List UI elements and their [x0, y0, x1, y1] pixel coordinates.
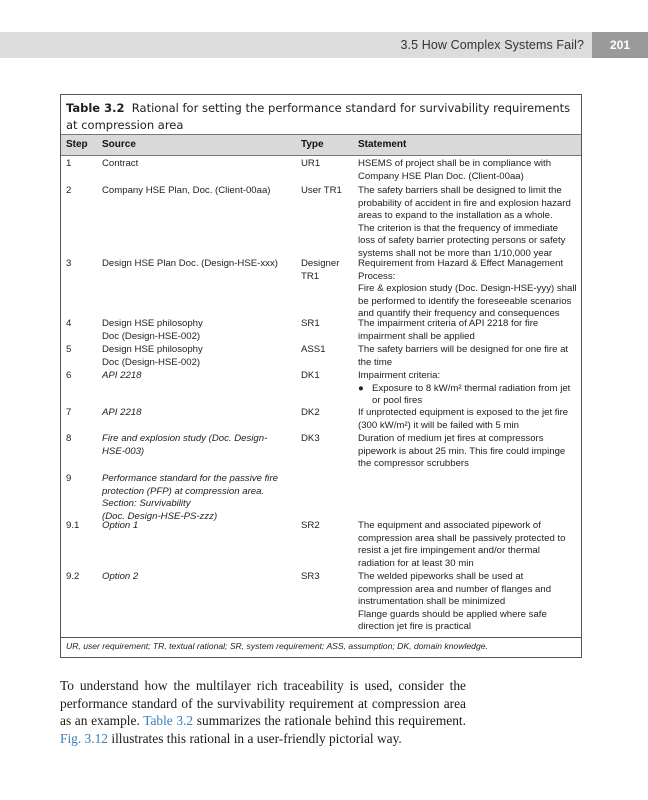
- row-type-line: DK2: [301, 407, 320, 418]
- bullet-icon: ●: [358, 382, 364, 394]
- row-statement-line: Requirement from Hazard & Effect Management: [358, 258, 564, 269]
- row-statement-line: the time: [358, 356, 393, 368]
- row-source: [102, 258, 294, 271]
- row-source-line: Company HSE Plan, Doc. (Client-00aa): [102, 185, 271, 196]
- row-type-line: ASS1: [301, 344, 326, 355]
- row-source-line: Option 2: [102, 571, 139, 582]
- row-statement: [358, 520, 578, 570]
- row-statement: [358, 433, 578, 471]
- row-type-line: TR1: [301, 270, 320, 282]
- row-source: [102, 370, 294, 383]
- row-source-line: protection (PFP) at compression area.: [102, 485, 265, 497]
- row-type-line: DK3: [301, 433, 320, 444]
- row-statement-line: compression area shall be passively protected to: [358, 532, 566, 544]
- row-source-line: Design HSE philosophy: [102, 344, 203, 355]
- row-step: 3: [66, 258, 72, 269]
- row-statement-line: probability of accident in fire and explosion hazard: [358, 197, 571, 209]
- row-step: 9: [66, 473, 72, 484]
- row-type-line: UR1: [301, 158, 321, 169]
- row-source-line: Option 1: [102, 520, 139, 531]
- table-footnote: UR, user requirement; TR, textual rational; SR, system requirement; ASS, assumption; DK, domain knowledge.: [66, 641, 488, 651]
- row-statement-line: The criterion is that the frequency of immediate: [358, 222, 558, 234]
- row-statement-line: Company HSE Plan Doc. (Client-00aa): [358, 170, 524, 182]
- row-statement-line: resist a jet fire impingement and/or thermal: [358, 545, 540, 557]
- row-statement-line: Process:: [358, 270, 396, 282]
- table-caption-text: Rational for setting the performance standard for survivability requirements at compression area: [66, 101, 571, 132]
- bullet-text: Exposure to 8 kW/m² thermal radiation from jet: [372, 382, 571, 394]
- statement-bullet-line: or pool fires: [372, 395, 423, 407]
- row-statement-line: Flange guards should be applied where safe: [358, 608, 547, 620]
- row-statement-line: impairment shall be applied: [358, 330, 475, 342]
- row-statement-line: compression area and number of flanges and: [358, 583, 552, 595]
- row-source-line: Doc (Design-HSE-002): [102, 330, 201, 342]
- col-type: Type: [301, 139, 324, 150]
- row-type-line: SR3: [301, 571, 320, 582]
- page-number: 201: [592, 32, 648, 58]
- row-step: 7: [66, 407, 72, 418]
- row-source: [102, 520, 294, 533]
- row-source: [102, 407, 294, 420]
- row-source: [102, 473, 294, 523]
- figure-reference-link[interactable]: Fig. 3.12: [60, 730, 108, 746]
- row-statement: [358, 318, 578, 343]
- row-step: 8: [66, 433, 72, 444]
- row-type: [301, 185, 353, 198]
- row-type: [301, 370, 353, 383]
- running-header-title: 3.5 How Complex Systems Fail?: [400, 38, 584, 52]
- row-statement-line: Duration of medium jet fires at compressors: [358, 433, 544, 444]
- table-reference-link[interactable]: Table 3.2: [143, 713, 194, 729]
- row-source: [102, 318, 294, 343]
- row-source-line: HSE-003): [102, 445, 145, 457]
- row-statement: [358, 258, 578, 321]
- row-statement-line: The welded pipeworks shall be used at: [358, 571, 524, 582]
- row-source-line: API 2218: [102, 370, 142, 381]
- row-statement-line: The safety barriers will be designed for one fire at: [358, 344, 569, 355]
- row-statement-line: If unprotected equipment is exposed to the jet fire: [358, 407, 569, 418]
- col-source: Source: [102, 139, 136, 150]
- row-statement-line: The impairment criteria of API 2218 for fire: [358, 318, 539, 329]
- row-source-line: Design HSE philosophy: [102, 318, 203, 329]
- table-footer-rule: [61, 637, 581, 638]
- row-source-line: (Doc. Design-HSE-PS-zzz): [102, 510, 218, 522]
- row-step: 2: [66, 185, 72, 196]
- row-statement-line: areas to expand to the installation as a whole.: [358, 210, 553, 222]
- row-statement: [358, 158, 578, 183]
- row-type: [301, 258, 353, 283]
- table-caption: [66, 100, 576, 134]
- row-source-line: API 2218: [102, 407, 142, 418]
- row-source-line: Performance standard for the passive fire: [102, 473, 278, 484]
- table-column-header: [61, 134, 581, 156]
- row-source-line: Section: Survivability: [102, 498, 191, 510]
- row-type: [301, 433, 353, 446]
- row-source-line: Contract: [102, 158, 139, 169]
- row-statement: [358, 407, 578, 432]
- body-paragraph: [60, 677, 466, 747]
- row-type-line: SR2: [301, 520, 320, 531]
- row-source: [102, 158, 294, 171]
- col-step: Step: [66, 139, 88, 150]
- row-step: 9.2: [66, 571, 80, 582]
- table-caption-label: Table 3.2: [66, 101, 125, 115]
- row-statement: [358, 344, 578, 369]
- row-statement: [358, 185, 578, 261]
- row-step: 1: [66, 158, 72, 169]
- row-type-line: DK1: [301, 370, 320, 381]
- row-statement-line: systems shall not be more than 1/10,000 year: [358, 247, 553, 259]
- body-text-1: To understand how the multilayer rich traceability is used, consider the performance standard of the survivability requirement at compression area as an example.: [60, 678, 466, 729]
- col-statement: Statement: [358, 139, 407, 150]
- row-step: 6: [66, 370, 72, 381]
- row-source-line: Fire and explosion study (Doc. Design-: [102, 433, 268, 444]
- row-source: [102, 344, 294, 369]
- row-statement-line: The equipment and associated pipework of: [358, 520, 541, 531]
- row-statement-line: be performed to identify the foreseeable scenarios: [358, 295, 572, 307]
- row-statement-line: instrumentation shall be minimized: [358, 596, 506, 608]
- row-statement-line: pipework is about 25 min. This fire could impinge: [358, 445, 566, 457]
- row-statement-line: direction jet fire is practical: [358, 621, 472, 633]
- row-type-line: SR1: [301, 318, 320, 329]
- row-statement-line: loss of safety barrier protecting persons or safety: [358, 235, 566, 247]
- row-statement-line: the compressor scrubbers: [358, 458, 469, 470]
- row-type: [301, 318, 353, 331]
- row-statement-line: and quantify their frequency and consequences: [358, 308, 560, 320]
- body-text-3: illustrates this rational in a user-friendly pictorial way.: [108, 730, 402, 746]
- row-statement-line: Impairment criteria:: [358, 370, 441, 381]
- row-statement: [358, 571, 578, 634]
- row-statement-line: The safety barriers shall be designed to limit the: [358, 185, 562, 196]
- row-step: 9.1: [66, 520, 80, 531]
- row-type: [301, 344, 353, 357]
- row-statement-line: (300 kW/m²) it will be failed with 5 min: [358, 419, 520, 431]
- row-source: [102, 433, 294, 458]
- row-type: [301, 571, 353, 584]
- row-statement-line: Fire & explosion study (Doc. Design-HSE-yyy) shall: [358, 283, 577, 295]
- row-statement-line: radiation for at least 30 min: [358, 557, 474, 569]
- row-source-line: Doc (Design-HSE-002): [102, 356, 201, 368]
- row-type-line: User TR1: [301, 185, 342, 196]
- row-source: [102, 185, 294, 198]
- row-source-line: Design HSE Plan Doc. (Design-HSE-xxx): [102, 258, 278, 269]
- row-statement-line: HSEMS of project shall be in compliance with: [358, 158, 552, 169]
- row-type: [301, 520, 353, 533]
- row-type: [301, 158, 353, 171]
- statement-bullet-line: [358, 383, 578, 396]
- row-step: 5: [66, 344, 72, 355]
- row-type-line: Designer: [301, 258, 340, 269]
- row-type: [301, 407, 353, 420]
- row-step: 4: [66, 318, 72, 329]
- row-source: [102, 571, 294, 584]
- body-text-2: summarizes the rationale behind this requirement.: [193, 713, 466, 729]
- row-statement: [358, 370, 578, 408]
